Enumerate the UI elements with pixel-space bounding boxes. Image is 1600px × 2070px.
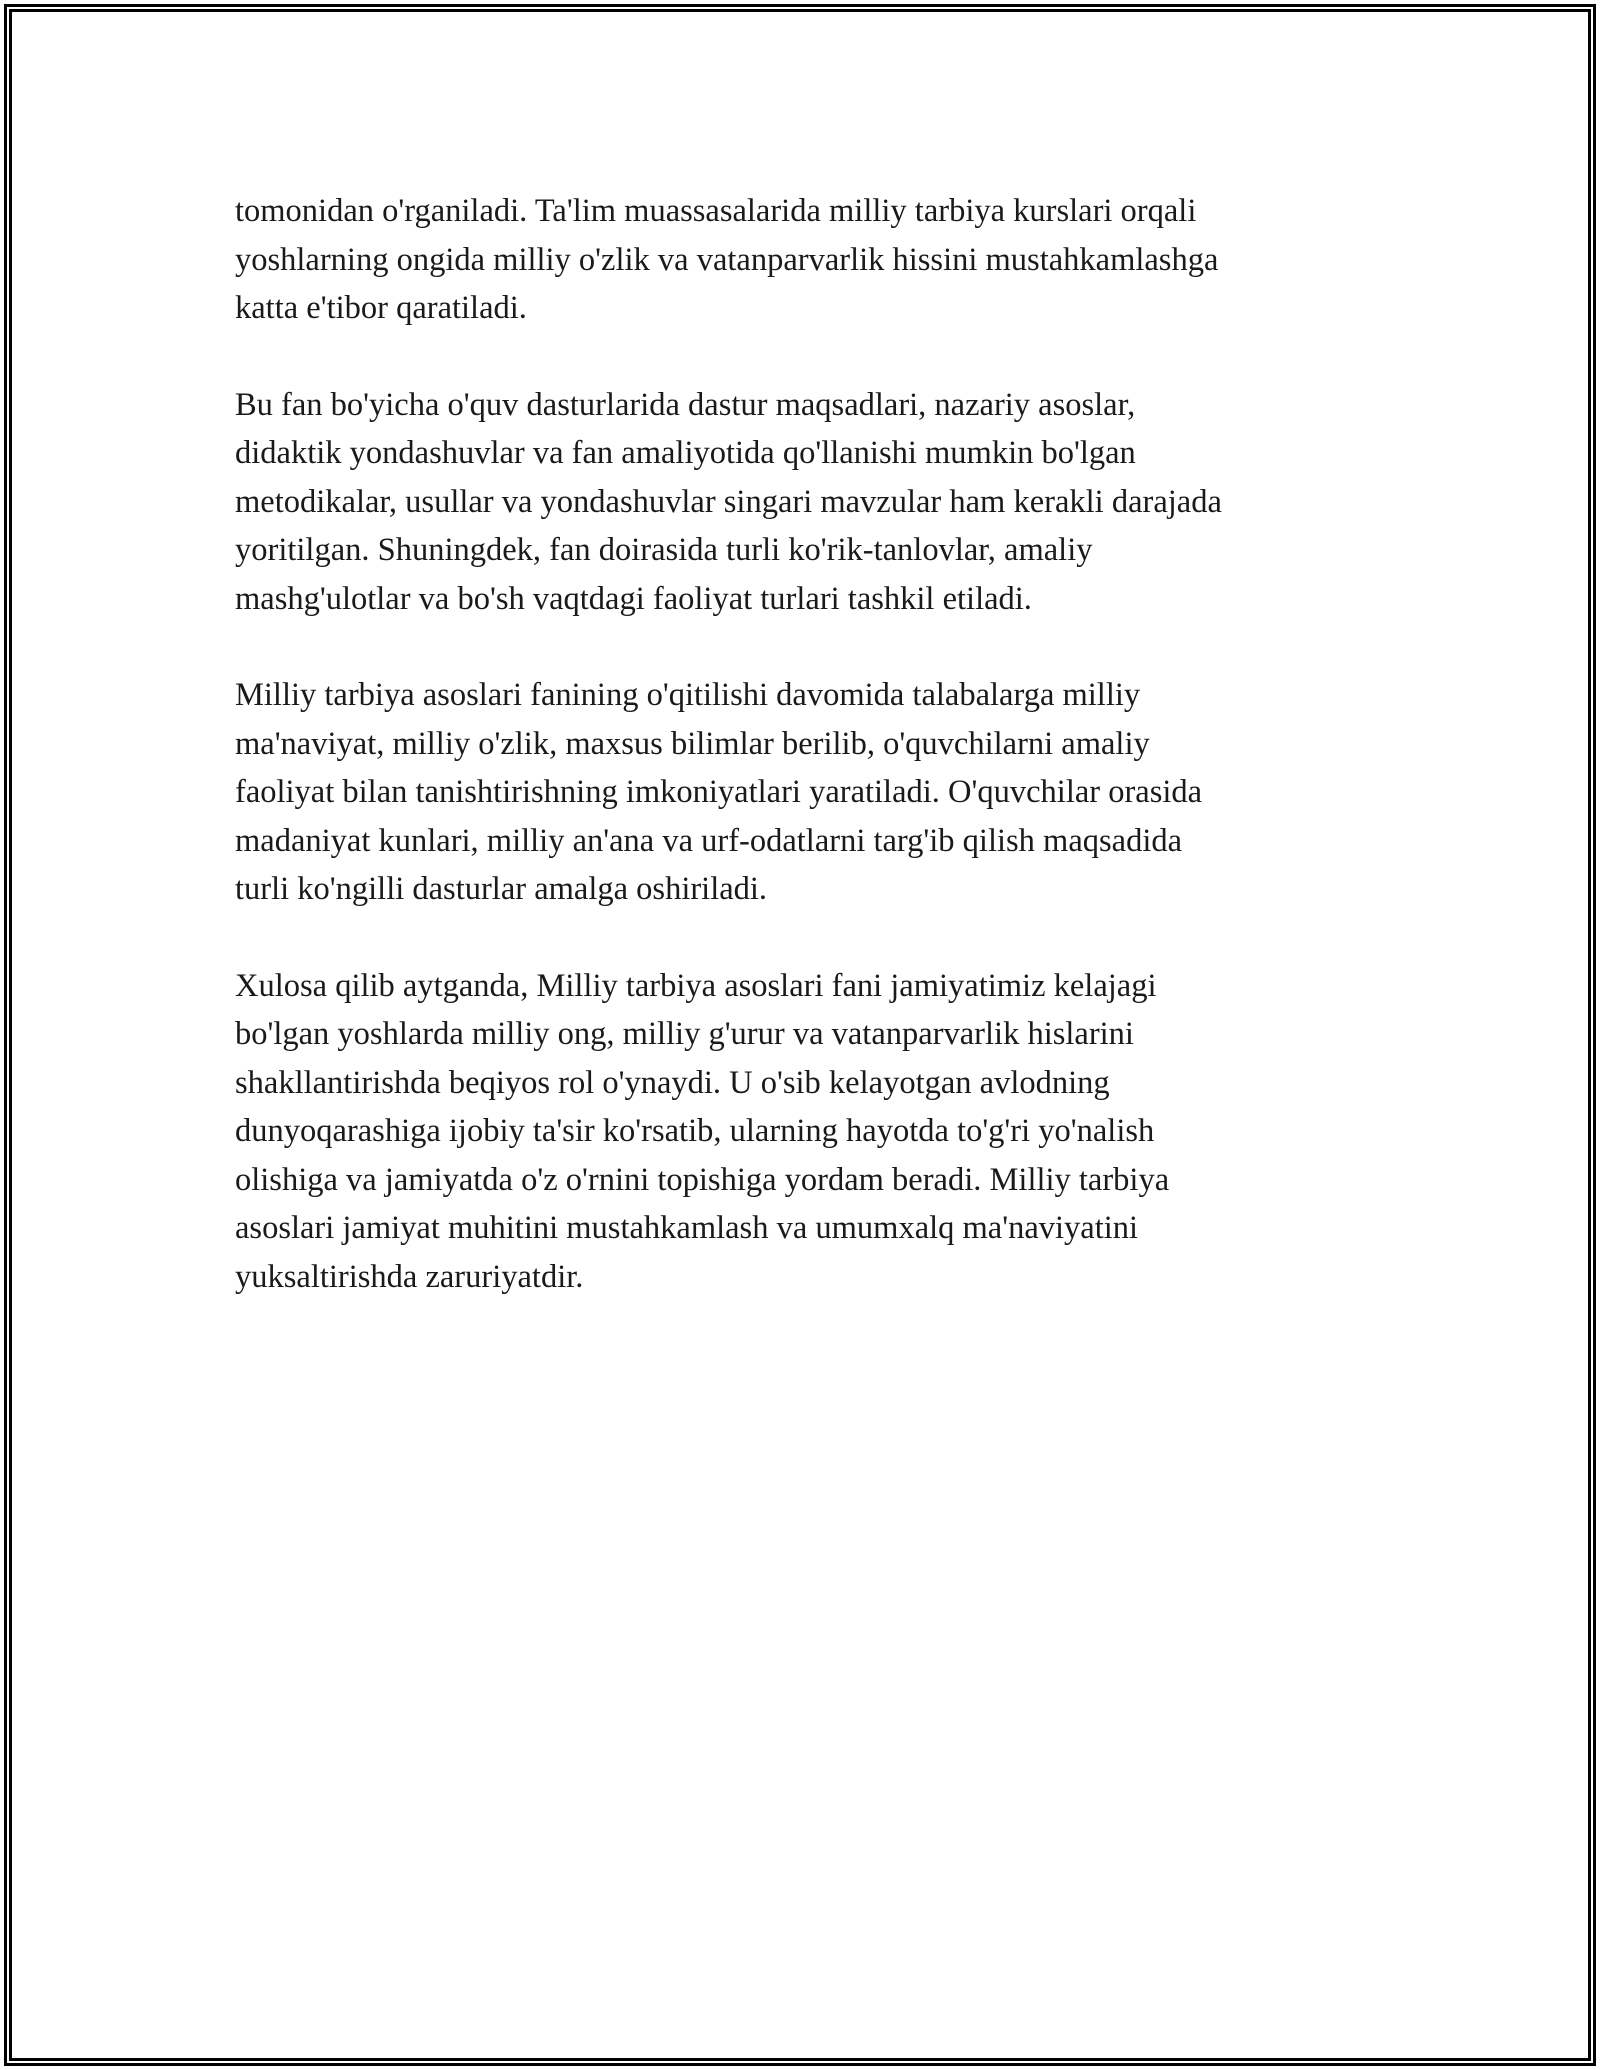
paragraph-3: Milliy tarbiya asoslari fanining o'qitilishi davomida talabalarga milliy ma'naviyat, milliy o'zlik, maxsus bilimlar berilib, o'quvchilarni amaliy faoliyat bilan tanishtirishning imkoniyatlari yaratiladi. O'quvchilar orasida madaniyat kunlari, milliy an'ana va urf-odatlarni targ'ib qilish maqsadida turli ko'ngilli dasturlar amalga oshiriladi. — [235, 677, 1203, 907]
paragraph-4: Xulosa qilib aytganda, Milliy tarbiya asoslari fani jamiyatimiz kelajagi bo'lgan yoshlarda milliy ong, milliy g'urur va vatanparvarlik hislarini shakllantirishda beqiyos rol o'ynaydi. U o'sib kelayotgan avlodning dunyoqarashiga ijobiy ta'sir ko'rsatib, ularning hayotda to'g'ri yo'nalish olishiga va jamiyatda o'z o'rnini topishiga yordam beradi. Milliy tarbiya asoslari jamiyat muhitini mustahkamlash va umumxalq ma'naviyatini yuksaltirishda zaruriyatdir. — [235, 967, 1170, 1295]
paragraph-1: tomonidan o'rganiladi. Ta'lim muassasalarida milliy tarbiya kurslari orqali yoshlarning ongida milliy o'zlik va vatanparvarlik hissini mustahkamlashga katta e'tibor qaratiladi. — [235, 193, 1219, 326]
document-body — [235, 187, 1365, 1349]
paragraph-2: Bu fan bo'yicha o'quv dasturlarida dastur maqsadlari, nazariy asoslar, didaktik yondashuvlar va fan amaliyotida qo'llanishi mumkin bo'lgan metodikalar, usullar va yondashuvlar singari mavzular ham kerakli darajada yoritilgan. Shuningdek, fan doirasida turli ko'rik-tanlovlar, amaliy mashg'ulotlar va bo'sh vaqtdagi faoliyat turlari tashkil etiladi. — [235, 386, 1222, 617]
